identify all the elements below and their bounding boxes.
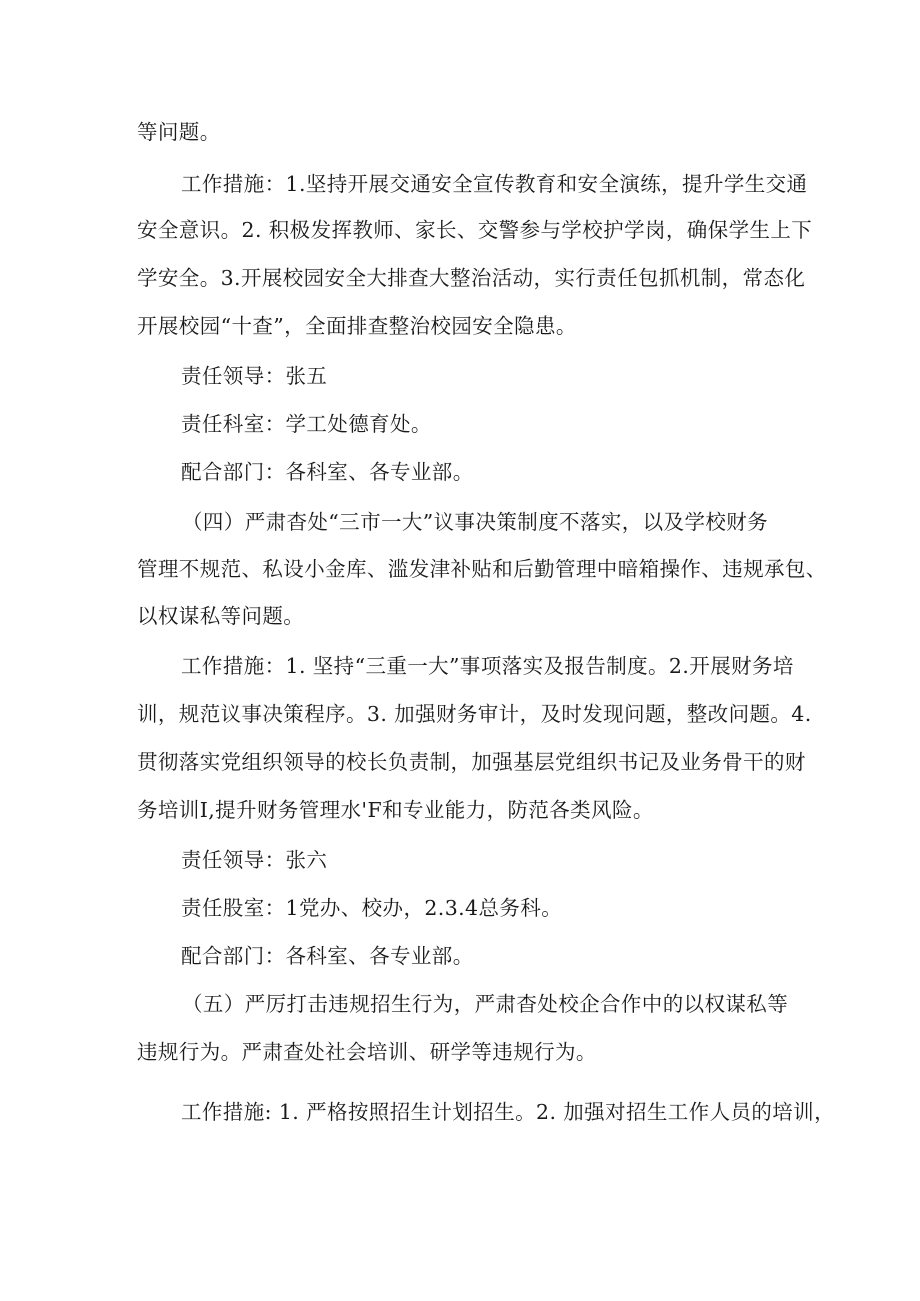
paragraph-line: 责任领导：张六 bbox=[181, 848, 328, 872]
paragraph-line: 责任股室：1党办、校办，2.3.4总务科。 bbox=[181, 896, 563, 920]
paragraph-line: 配合部门：各科室、各专业部。 bbox=[181, 944, 474, 968]
paragraph-line: 安全意识。2. 积极发挥教师、家长、交警参与学校护学岗，确保学生上下 bbox=[137, 218, 813, 242]
paragraph-line: 工作措施：1.坚持开展交通安全宣传教育和安全演练，提升学生交通 bbox=[181, 172, 808, 196]
paragraph-line: 工作措施: 1. 严格按照招生计划招生。2. 加强对招生工作人员的培训， bbox=[181, 1100, 835, 1124]
paragraph-line: 配合部门：各科室、各专业部。 bbox=[181, 460, 474, 484]
paragraph-line: 训，规范议事决策程序。3. 加强财务审计，及时发现问题，整改问题。4. bbox=[137, 702, 812, 726]
paragraph-line: 务培训I,提升财务管理水'F和专业能力，防范各类风险。 bbox=[137, 798, 654, 822]
paragraph-line: （四）严肃杳处“三市一大”议事决策制度不落实，以及学校财务 bbox=[182, 510, 769, 534]
paragraph-line: 学安全。3.开展校园安全大排查大整治活动，实行责任包抓机制，常态化 bbox=[137, 266, 806, 290]
paragraph-line: 以权谋私等问题。 bbox=[137, 604, 305, 628]
paragraph-line: 责任领导：张五 bbox=[181, 364, 328, 388]
paragraph-line: 开展校园“十查”，全面排查整治校园安全隐患。 bbox=[137, 314, 577, 338]
paragraph-line: 等问题。 bbox=[137, 120, 221, 144]
paragraph-line: 违规行为。严肃查处社会培训、研学等违规行为。 bbox=[137, 1040, 597, 1064]
paragraph-line: （五）严厉打击违规招生行为，严肃杳处校企合作中的以权谋私等 bbox=[182, 992, 789, 1016]
paragraph-line: 管理不规范、私设小金库、滥发津补贴和后勤管理中暗箱操作、违规承包、 bbox=[137, 557, 827, 581]
paragraph-line: 责任科室：学工处德育处。 bbox=[181, 412, 432, 436]
paragraph-line: 贯彻落实党组织领导的校长负责制，加强基层党组织书记及业务骨干的财 bbox=[137, 750, 806, 774]
paragraph-line: 工作措施：1. 坚持“三重一大”事项落实及报告制度。2.开展财务培 bbox=[181, 654, 794, 678]
